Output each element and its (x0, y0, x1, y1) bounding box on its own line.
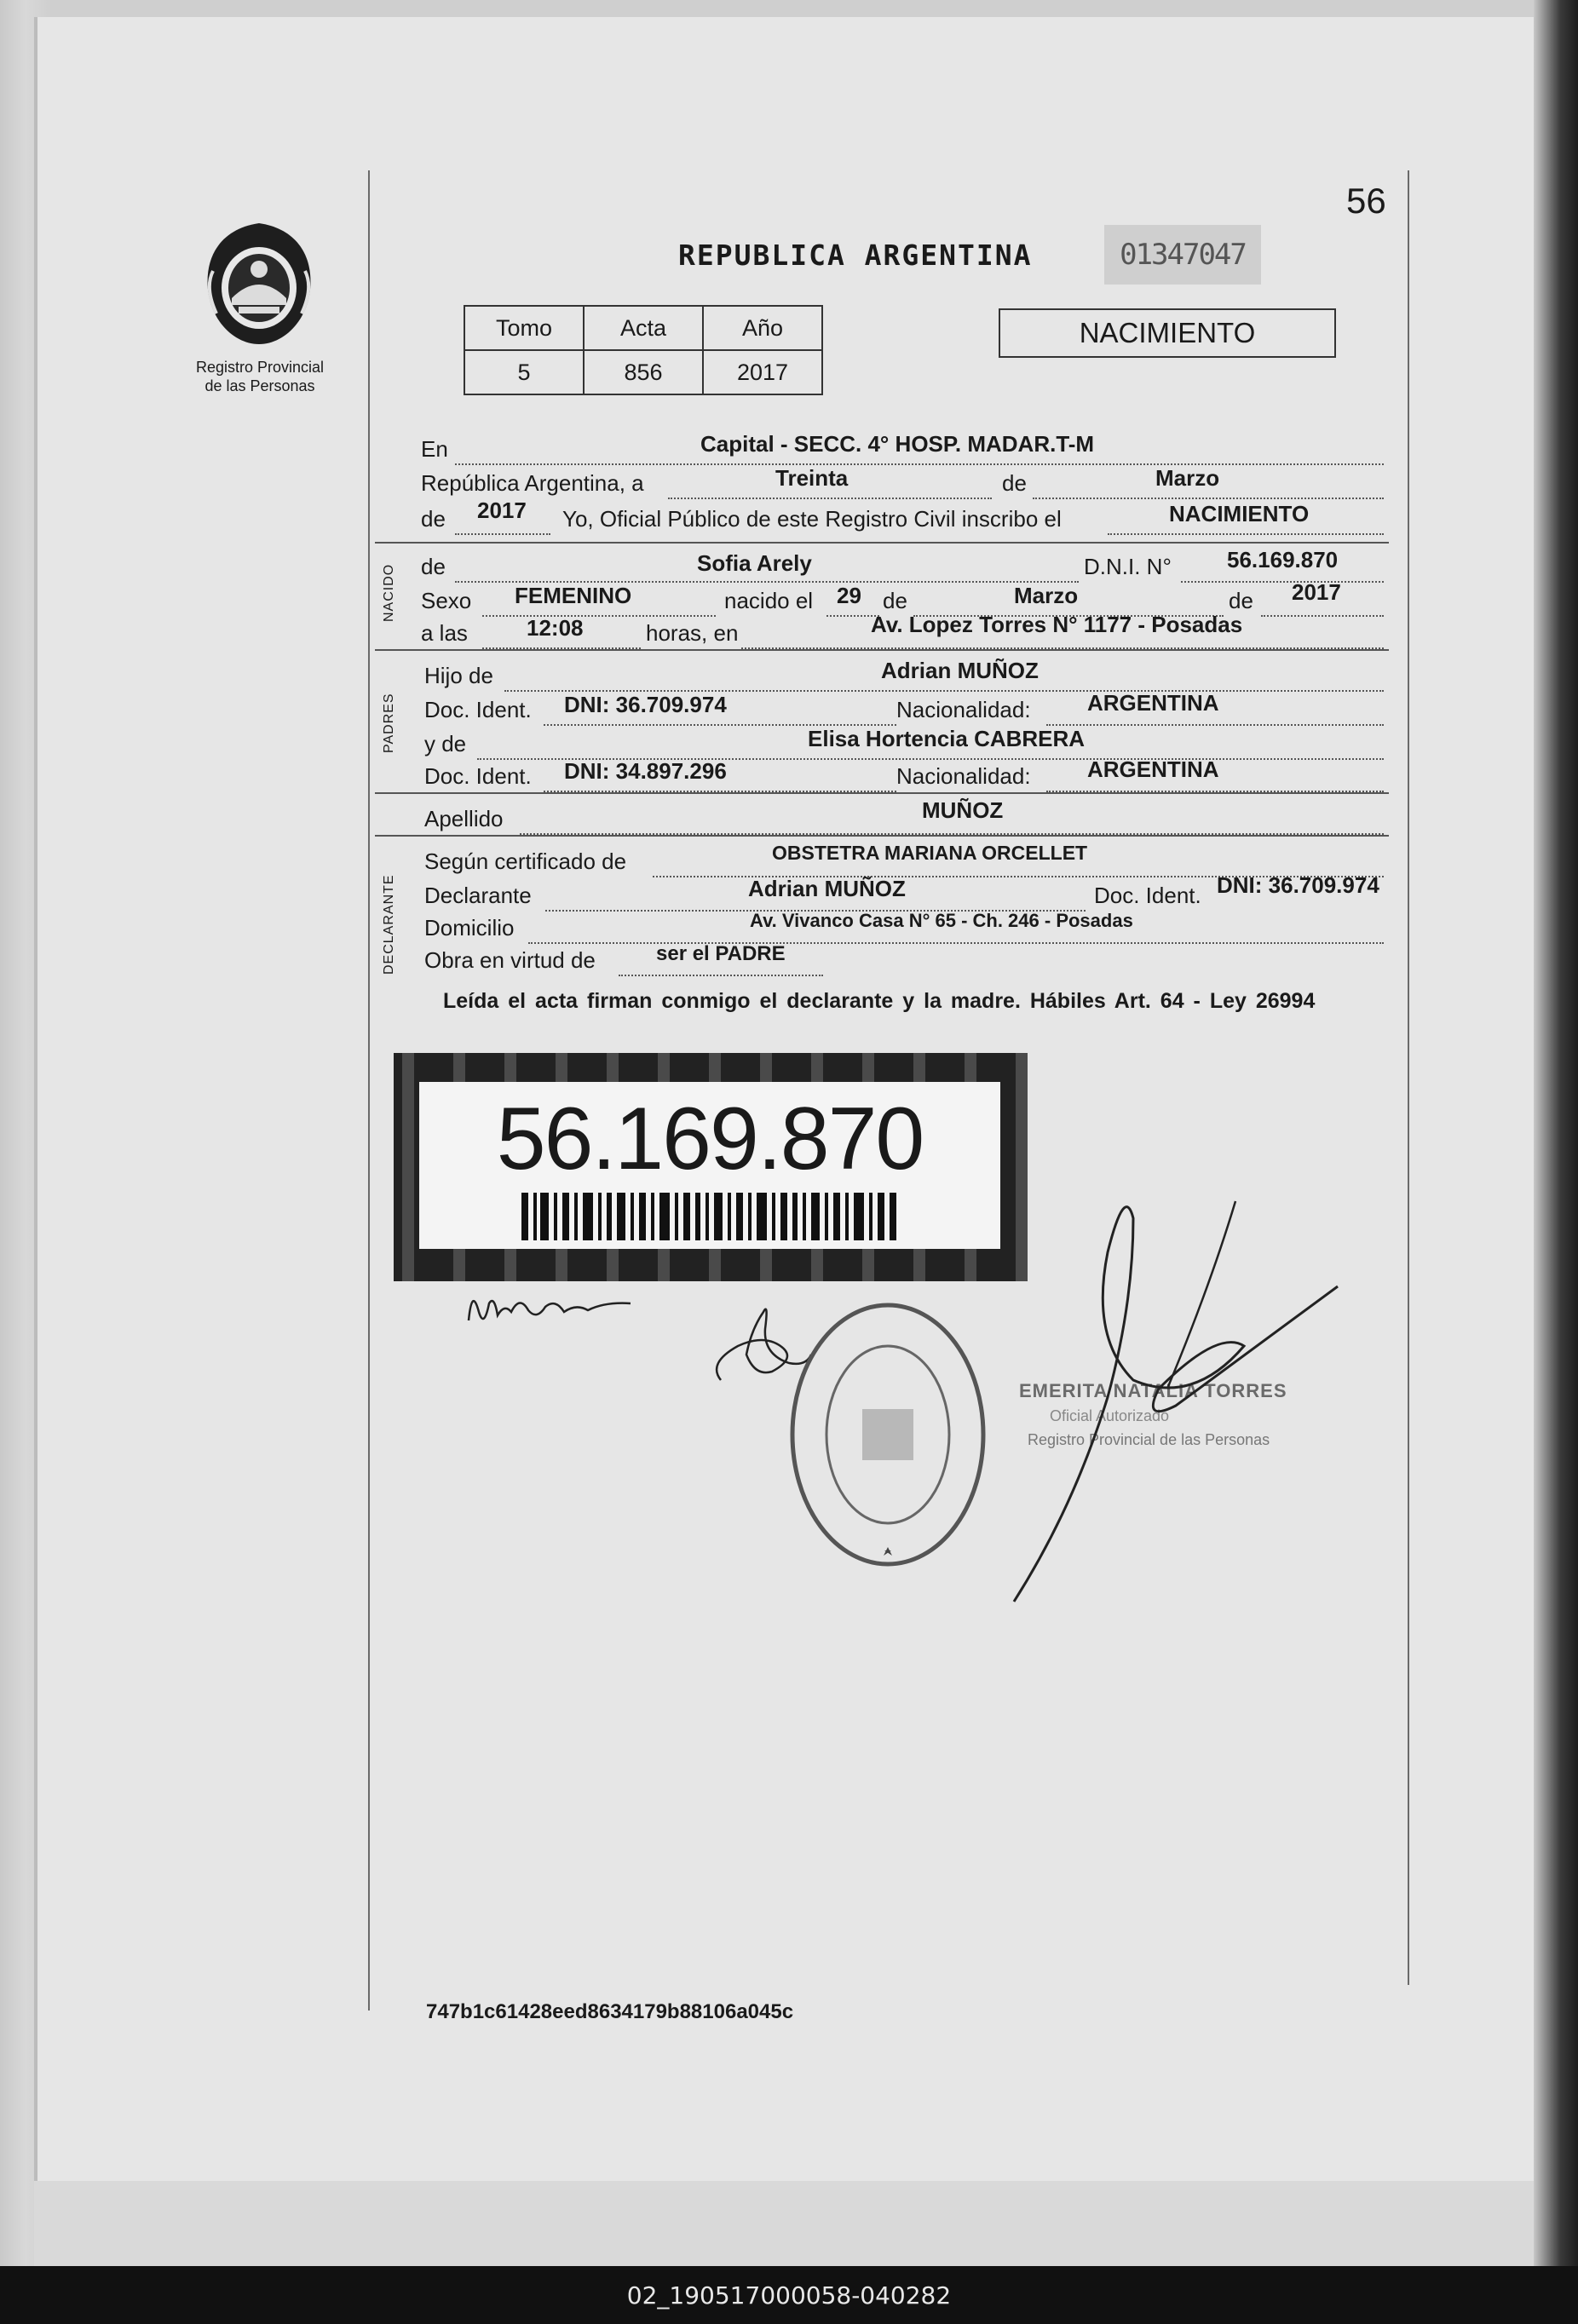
horas-label: horas, en (646, 620, 739, 646)
sexo-label: Sexo (421, 588, 472, 613)
birth-de-label: de (883, 588, 907, 613)
officer-role-stamp: Oficial Autorizado (1050, 1407, 1170, 1424)
republica-label: República Argentina, a (421, 470, 644, 496)
closing-text: Leída el acta firman conmigo el declarante y la madre. Hábiles Art. 64 - Ley 26994 (443, 989, 1316, 1013)
en-label: En (421, 436, 448, 462)
decl-label: Declarante (424, 883, 532, 908)
yde-label: y de (424, 731, 467, 756)
officer-text: Yo, Oficial Público de este Registro Civil inscribo el (562, 506, 1062, 532)
barcode (521, 1193, 896, 1240)
page-number: 56 (1346, 181, 1386, 221)
hijo-label: Hijo de (424, 663, 493, 688)
declarante-top-line (375, 835, 1389, 837)
sticker-number: 56.169.870 (496, 1090, 924, 1188)
father-doc: DNI: 36.709.974 (564, 692, 727, 717)
nacido-side-label: NACIDO (382, 563, 396, 622)
logo-caption-line1: Registro Provincial (195, 359, 325, 376)
padres-side-label: PADRES (382, 693, 396, 753)
declarante-side-label: DECLARANTE (382, 874, 396, 975)
padres-bottom-line (375, 792, 1389, 794)
padres-top-line (375, 649, 1389, 651)
officer-name-stamp: EMERITA NATALIA TORRES (1019, 1380, 1287, 1401)
mother-nationality: ARGENTINA (1087, 756, 1219, 782)
sexo-value: FEMENINO (515, 583, 632, 608)
province-logo (201, 220, 317, 348)
mother-nat-label: Nacionalidad: (896, 763, 1031, 789)
officer-org-stamp: Registro Provincial de las Personas (1028, 1431, 1270, 1448)
mother-doc-label: Doc. Ident. (424, 763, 532, 789)
book-reference-table (464, 305, 823, 395)
birth-day: 29 (837, 583, 861, 608)
book-value-acta: 856 (584, 350, 703, 394)
book-header-acta: Acta (584, 306, 703, 350)
official-seal (786, 1298, 990, 1571)
officer-signature (1005, 1184, 1346, 1610)
decl-value: Adrian MUÑOZ (748, 876, 906, 901)
declarant-signature (460, 1278, 648, 1346)
logo-caption-line2: de las Personas (204, 377, 315, 394)
birth-de2-label: de (1229, 588, 1253, 613)
mother-name: Elisa Hortencia CABRERA (808, 726, 1086, 751)
de-label: de (1002, 470, 1027, 496)
book-value-tomo: 5 (464, 350, 584, 394)
book-header-tomo: Tomo (464, 306, 584, 350)
dom-value: Av. Vivanco Casa N° 65 - Ch. 246 - Posadas (750, 910, 1133, 931)
footer-caption: 02_190517000058-040282 (0, 2266, 1578, 2324)
dni-label: D.N.I. N° (1084, 554, 1172, 579)
obra-label: Obra en virtud de (424, 947, 596, 973)
nacido-top-line (375, 542, 1389, 544)
father-nationality: ARGENTINA (1087, 690, 1219, 716)
en-value: Capital - SECC. 4° HOSP. MADAR.T-M (700, 431, 1095, 457)
dni-sticker (394, 1053, 1028, 1281)
sticker-label (419, 1082, 1000, 1249)
father-name: Adrian MUÑOZ (881, 658, 1039, 683)
document-hash: 747b1c61428eed8634179b88106a045c (426, 2000, 794, 2023)
cert-label: Según certificado de (424, 848, 627, 874)
birth-month: Marzo (1014, 583, 1079, 608)
day-value: Treinta (775, 465, 849, 491)
alas-label: a las (421, 620, 468, 646)
serial-number: 01347047 (1104, 225, 1261, 285)
newborn-dni: 56.169.870 (1227, 547, 1339, 572)
month-value: Marzo (1155, 465, 1220, 491)
birth-time: 12:08 (527, 615, 584, 641)
de2-label: de (421, 506, 446, 532)
dom-label: Domicilio (424, 915, 515, 941)
book-header-ano: Año (703, 306, 822, 350)
mother-doc: DNI: 34.897.296 (564, 758, 727, 784)
apellido-value: MUÑOZ (922, 797, 1004, 823)
document-title: REPUBLICA ARGENTINA (678, 239, 1033, 272)
record-type-box: NACIMIENTO (999, 308, 1336, 358)
nacido-el-label: nacido el (724, 588, 814, 613)
birth-place: Av. Lopez Torres N° 1177 - Posadas (871, 612, 1243, 637)
father-doc-label: Doc. Ident. (424, 697, 532, 722)
newborn-name: Sofia Arely (697, 550, 812, 576)
book-value-ano: 2017 (703, 350, 822, 394)
decl-doc-label: Doc. Ident. (1094, 883, 1201, 908)
birth-year: 2017 (1292, 579, 1341, 605)
logo-caption (179, 358, 341, 395)
scan-right-edge (1534, 0, 1578, 2266)
apellido-label: Apellido (424, 806, 504, 831)
right-margin-line (1408, 170, 1409, 1985)
decl-doc-value: DNI: 36.709.974 (1217, 872, 1379, 898)
obra-value: ser el PADRE (656, 942, 786, 965)
father-nat-label: Nacionalidad: (896, 697, 1031, 722)
nacido-de-label: de (421, 554, 446, 579)
year-value: 2017 (477, 498, 527, 523)
left-margin-line (368, 170, 370, 2010)
cert-value: OBSTETRA MARIANA ORCELLET (772, 842, 1088, 864)
inscribe-value: NACIMIENTO (1169, 501, 1310, 526)
